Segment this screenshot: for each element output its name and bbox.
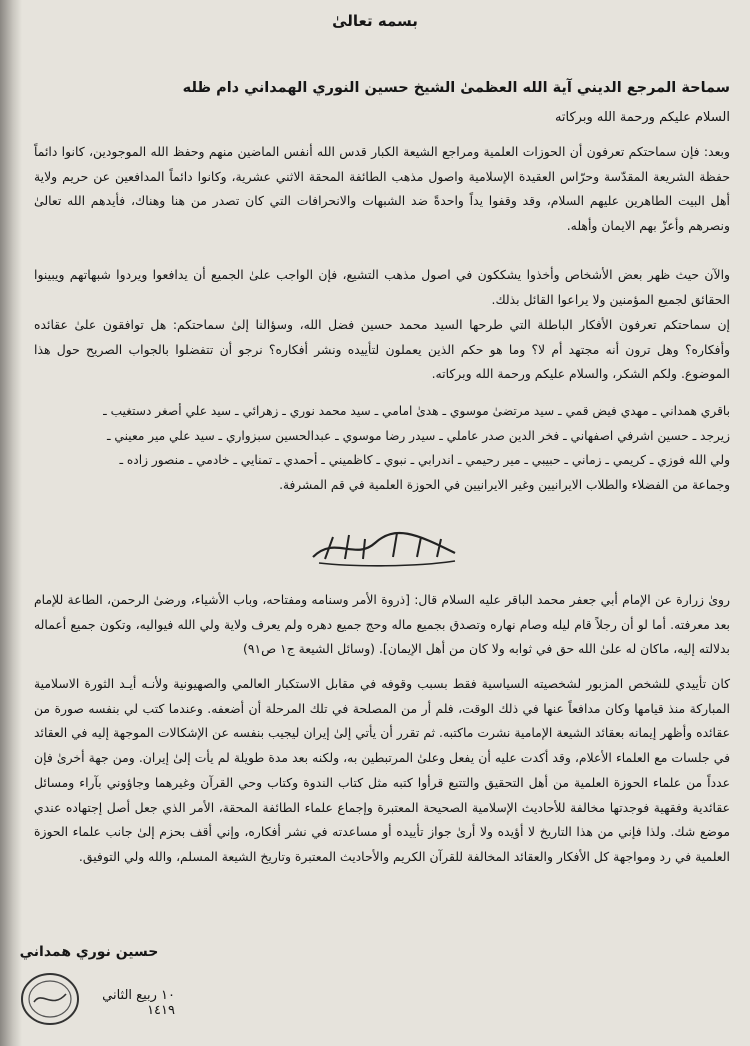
letter-paragraph-2: والآن حيث ظهر بعض الأشخاص وأخذوا يشككون في اصول مذهب التشيع، فإن الواجب علىٰ الجميع أن يدافعوا ويردوا شبهاتهم ويبينوا الحقائق لجميع المؤمنين ولا يراعوا القائل بذلك. xyxy=(34,267,730,307)
signatories-line-1: باقري همداني ـ مهدي فيض قمي ـ سيد مرتضىٰ موسوي ـ هدىٰ امامي ـ سيد محمد نوري ـ زهرائي ـ سيد علي أصغر دستغيب ـ xyxy=(103,404,730,418)
basmala-calligraphy xyxy=(305,527,465,567)
signatories-line-3: ولي الله فوزي ـ كريمي ـ زماني ـ حبيبي ـ مير رحيمي ـ اندرابي ـ نبوي ـ كاظميني ـ أحمدي ـ تمنايي ـ خادمي ـ منصور زاده ـ xyxy=(119,453,730,468)
signatories-line-4: وجماعة من الفضلاء والطلاب الايرانيين وغير الايرانيين في الحوزة العلمية في قم المشرفة. xyxy=(279,478,730,493)
answer-body: كان تأييدي للشخص المزبور لشخصيته السياسية فقط بسبب وقوفه في مقابل الاستكبار العالمي والصهيونية ولأنـه أيـد الثورة الاسلامية المباركة منذ قيامها وكان مدافعاً عنها في ذلك الوقت، فلم أر من المصلحة في تلك المرحلة أن أضعفه. وعندما كتب لي بنفسه صورة من عقائده وأظهر إيمانه بعقائد الشيعة الإمامية نشرت ماكتبه. ثم تقرر أن يأتي إلىٰ إيران ليجيب بنفسه عن الإشكالات الموجهة إليه في العقائد في جلسات مع العلماء الأعلام، وقد أكدت عليه أن يفعل وعلىٰ المرتبطين به، ولكنه بعد مدة طويلة لم يأت إلىٰ إيران. ومن جهة أخرىٰ فإن عدداً من علماء الحوزة العلمية من أهل التحقيق والتتبع قرأوا كتبه مثل كتاب الندوة وكتاب وحي القرآن وغيرهما وجاؤوني بآراء ومسائل عقائدية وفقهية فوجدتها مخالفة للأحاديث الإسلامية الصحيحة المعتبرة وإجماع علماء الطائفة المحقة، الأمر الذي جعل أصل إجتهاده عندي موضع شك. ولذا فإني من هذا التاريخ لا أؤيده ولا أرىٰ جواز تأييده أو مساعدته في نشر أفكاره، وإني أقف بحزم إلىٰ جانب علماء الحوزة العلمية في رد ومواجهة كل الأفكار والعقائد المخالفة للقرآن الكريم والأحاديث المعتبرة وتاريخ الشيعة المسلم، والله ولي التوفيق. xyxy=(34,676,730,864)
letter-paragraph-1: وبعد: فإن سماحتكم تعرفون أن الحوزات العلمية ومراجع الشيعة الكبار قدس الله أنفس الماضين منهم وحفظ الله الموجودين، كانوا دائماً حفظة الشريعة المقدّسة وحرّاس العقيدة الإسلامية واصول مذهب الطائفة المحقة الاثني عشرية، وكانوا دائماً المدافعين عن حريم ولاية أهل البيت الطاهرين عليهم السلام، وقد وقفوا يداً واحدةً ضد الشبهات والانحرافات التي كان تصدر من هنا وهناك، فأيدهم الله تعالىٰ ونصرهم وأعزّ بهم الايمان وأهله. xyxy=(34,144,730,234)
binding-gutter xyxy=(0,0,22,1046)
signatories-line-2: زيرجد ـ حسين اشرفي اصفهاني ـ فخر الدين صدر عاملي ـ سيدر رضا موسوي ـ عبدالحسين سبزواري ـ سيد علي مير معيني ـ xyxy=(106,428,730,443)
greeting-line: السلام عليكم ورحمة الله وبركاته xyxy=(554,110,730,125)
letter-paragraph-3: إن سماحتكم تعرفون الأفكار الباطلة التي طرحها السيد محمد حسين فضل الله، وسؤالنا إلىٰ سماحتكم: هل توافقون علىٰ عقائده وأفكاره؟ وهل ترون أنه مجتهد أم لا؟ وما هو حكم الذين يعملون لتأييده ونشر أفكاره؟ نرجو أن تتفضلوا بالجواب الصريح حول هذا الموضوع. ولكم الشكر، والسلام عليكم ورحمة الله وبركاته. xyxy=(34,317,730,382)
signature-name: حسين نوري همداني xyxy=(19,944,159,960)
signature-date: ١٠ ربيع الثاني ١٤١٩ xyxy=(102,988,175,1018)
hadith-citation: (وسائل الشيعة ج١ ص٩١) xyxy=(242,641,376,657)
document-heading: بسمه تعالىٰ xyxy=(332,12,418,30)
signature-block xyxy=(0,940,175,1040)
seal-stamp xyxy=(18,970,82,1028)
hadith-text: روىٰ زرارة عن الإمام أبي جعفر محمد الباقر عليه السلام قال: [ذروة الأمر وسنامه ومفتاحه، وباب الأشياء، ورضىٰ الرحمن، الطاعة للإمام بعد معرفته. أما لو أن رجلاً قام ليله وصام نهاره وتصدق بجميع ماله وحج جميع دهره ولم يعرف ولاية ولي الله فيواليه، وتكون جميع أعماله بدلالته إليه، ماكان له علىٰ الله حق في ثوابه ولا كان من أهل الإيمان]. xyxy=(34,592,730,657)
addressee-line: سماحة المرجع الديني آية الله العظمىٰ الشيخ حسين النوري الهمداني دام ظله xyxy=(182,80,730,96)
answer-hadith xyxy=(34,588,730,662)
signatories-list xyxy=(34,399,730,498)
